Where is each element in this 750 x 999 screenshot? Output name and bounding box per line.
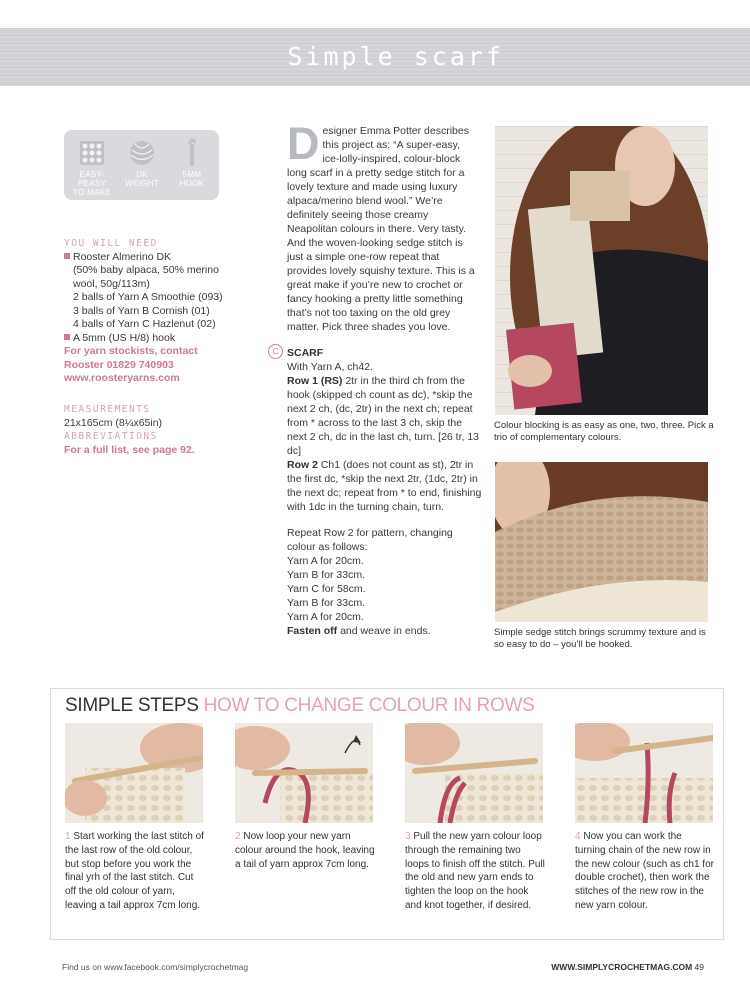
steps-title-part-1: SIMPLE STEPS — [65, 695, 199, 716]
drop-cap: D — [287, 118, 320, 169]
yarn-ball-icon — [127, 138, 157, 168]
photo-caption-1: Colour blocking is as easy as one, two, three. Pick a trio of complementary colours. — [494, 420, 714, 443]
yarn-item — [64, 251, 264, 265]
step-3-body: Pull the new yarn colour loop through the remaining two loops to finish off the stitch. Pull the old and new yarn ends to tighten the loop on the hook and knot together, if desired. — [405, 831, 545, 911]
hook-info — [167, 138, 217, 188]
measurements-value: 21x165cm (8¼x65in) — [64, 416, 163, 429]
yarn-b: 3 balls of Yarn B Cornish (01) — [73, 304, 210, 317]
bullet-icon — [64, 334, 70, 340]
step-3-photo — [405, 723, 543, 823]
step-4-photo — [575, 723, 713, 823]
yarn-detail-2: wool, 50g/113m) — [73, 277, 150, 290]
footer-url[interactable]: WWW.SIMPLYCROCHETMAG.COM — [551, 962, 693, 972]
yarn-detail-1: (50% baby alpaca, 50% merino — [73, 264, 219, 276]
crochet-hook-icon — [177, 138, 207, 168]
abbreviations-heading: ABBREVIATIONS — [64, 431, 158, 442]
bullet-icon — [64, 253, 70, 259]
colour-step: Yarn A for 20cm. — [287, 555, 364, 567]
footer-facebook[interactable]: Find us on www.facebook.com/simplycrochetmag — [62, 962, 249, 972]
measurements-heading: MEASUREMENTS — [64, 404, 151, 415]
photo-caption-2: Simple sedge stitch brings scrummy texture and is so easy to do – you’ll be hooked. — [494, 627, 706, 650]
step-4-text — [575, 830, 715, 913]
row-2-text: Ch1 (does not count as st), 2tr in the first dc, *skip the next 2tr, (1dc, 2tr) in the next dc; repeat from * to end, finishing with 1dc in the turning chain, turn. — [287, 459, 482, 513]
pattern-instructions — [287, 346, 482, 638]
step-4-body: Now you can work the turning chain of the new row in the new colour (such as ch1 for double crochet), then work the stitches of the new row in the new yarn colour. — [575, 831, 714, 911]
row-2-label: Row 2 — [287, 459, 318, 471]
step-2-photo — [235, 723, 373, 823]
row-1-text: 2tr in the third ch from the hook (skipped ch count as dc), *skip the next 2 ch, (dc, 2tr) in the next ch; repeat from * across to the last 3 ch, skip the next 2 ch, dc in the last ch, turn. [26 tr, 13 dc] — [287, 375, 480, 457]
title-banner — [0, 28, 750, 86]
weight-label-1: DK — [136, 170, 148, 179]
fasten-off-label: Fasten off — [287, 625, 338, 637]
stockists-url[interactable]: www.roosteryarns.com — [64, 372, 180, 384]
simple-steps-panel — [50, 688, 724, 940]
step-1-body: Start working the last stitch of the last row of the old colour, but stop before you work the final yrh of the last stitch. Cut off the old colour of yarn, leaving a tail approx 7cm long. — [65, 831, 204, 911]
step-3-text — [405, 830, 545, 913]
steps-title-part-2: HOW TO CHANGE COLOUR IN ROWS — [203, 695, 535, 716]
colour-step: Yarn B for 33cm. — [287, 597, 366, 609]
yarn-name: Rooster Almerino DK — [73, 250, 172, 263]
yarn-c: 4 balls of Yarn C Hazlenut (02) — [73, 318, 216, 330]
you-will-need-heading: YOU WILL NEED — [64, 238, 158, 249]
measurements-section — [64, 403, 264, 457]
hook-item — [64, 332, 264, 346]
weight-label-2: WEIGHT — [125, 179, 159, 188]
difficulty-info — [67, 138, 117, 197]
step-2-number: 2 — [235, 831, 241, 842]
row-1 — [287, 374, 482, 458]
pattern-start: With Yarn A, ch42. — [287, 361, 373, 373]
project-info-box — [64, 130, 219, 200]
step-4-number: 4 — [575, 831, 581, 842]
repeat-intro: Repeat Row 2 for pattern, changing colour as follows: — [287, 527, 453, 553]
step-2-body: Now loop your new yarn colour around the hook, leaving a tail of yarn approx 7cm long. — [235, 831, 375, 870]
crochet-c-icon: C — [268, 344, 283, 359]
footer-site — [551, 962, 704, 972]
abbreviations-link[interactable]: For a full list, see page 92. — [64, 443, 195, 456]
weight-info — [117, 138, 167, 188]
step-1-photo — [65, 723, 203, 823]
hook-text: A 5mm (US H/8) hook — [73, 331, 176, 344]
steps-title — [65, 695, 534, 717]
row-2 — [287, 458, 482, 514]
intro-paragraph — [287, 118, 479, 334]
sedge-stitch-photo — [495, 462, 708, 622]
scarf-heading: SCARF — [287, 347, 324, 359]
hook-label-2: HOOK — [179, 179, 205, 188]
hook-label-1: 5MM — [182, 170, 202, 179]
row-1-label: Row 1 (RS) — [287, 375, 343, 387]
page-title: Simple scarf — [287, 42, 504, 71]
difficulty-label-1: EASY-PEASY — [77, 170, 107, 188]
stockists-line-1: For yarn stockists, contact — [64, 345, 198, 357]
difficulty-label-2: TO MAKE — [73, 188, 111, 197]
fasten-off — [287, 624, 482, 638]
colour-step: Yarn C for 58cm. — [287, 583, 366, 595]
materials-section — [64, 237, 264, 386]
step-1-text — [65, 830, 205, 913]
intro-text: esigner Emma Potter describes this project as: “A super-easy, ice-lolly-inspired, colour-block long scarf in a pretty sedge stitch for a lovely texture and made using luxury alpaca/merino blend wool.” We’re definitely seeing those creamy Neapolitan colours in there. Very tasty. And the woven-looking sedge stitch is just a simple one-row repeat that provides lovely squishy texture. This is a great make if you’re new to crochet or fancy hooking a pretty little something that’s not too taxing on the old grey matter. Pick three shades you love. — [287, 125, 475, 333]
step-2-text — [235, 830, 375, 871]
yarn-a: 2 balls of Yarn A Smoothie (093) — [73, 291, 223, 303]
colour-step: Yarn B for 33cm. — [287, 569, 366, 581]
page-number: 49 — [694, 962, 704, 972]
colour-step: Yarn A for 20cm. — [287, 611, 364, 623]
scarf-model-photo — [495, 126, 708, 415]
yarn-swatch-icon — [77, 138, 107, 168]
fasten-off-text: and weave in ends. — [337, 625, 431, 637]
step-3-number: 3 — [405, 831, 411, 842]
step-1-number: 1 — [65, 831, 71, 842]
stockists-line-2: Rooster 01829 740903 — [64, 358, 174, 371]
